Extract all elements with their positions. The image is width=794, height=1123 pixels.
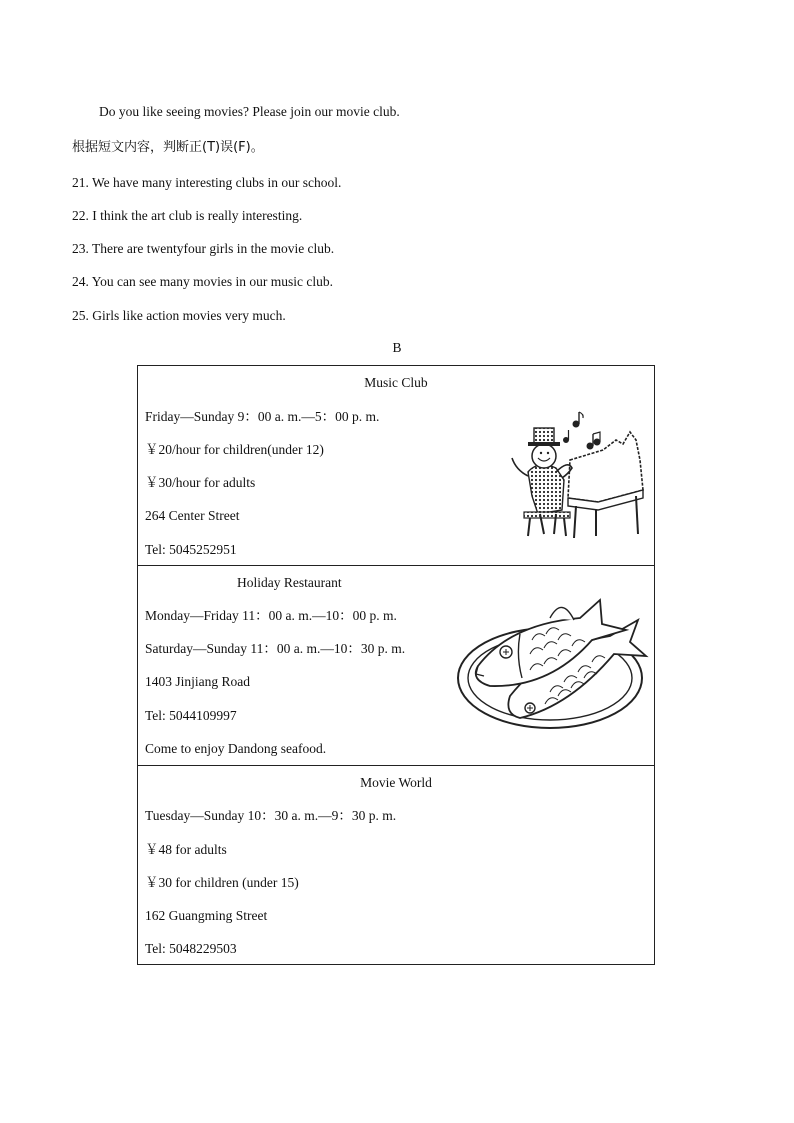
restaurant-weekday-hours: Monday—Friday 11：00 a. m.—10：00 p. m. xyxy=(145,608,397,623)
music-club-adult-price: ￥30/hour for adults xyxy=(145,475,256,490)
movie-world-title: Movie World xyxy=(360,775,432,790)
movie-world-hours: Tuesday—Sunday 10：30 a. m.—9：30 p. m. xyxy=(145,808,397,823)
movie-world-address: 162 Guangming Street xyxy=(145,908,268,923)
piano-player-illustration xyxy=(498,410,648,542)
holiday-restaurant-title: Holiday Restaurant xyxy=(237,575,342,590)
instruction-text: 根据短文内容，判断正(T)误(F)。 xyxy=(72,140,264,155)
holiday-restaurant-cell xyxy=(138,566,654,766)
fish-plate-illustration xyxy=(450,596,650,742)
music-club-child-price: ￥20/hour for children(under 12) xyxy=(145,442,324,457)
restaurant-promo: Come to enjoy Dandong seafood. xyxy=(145,741,327,756)
music-club-address: 264 Center Street xyxy=(145,508,240,523)
restaurant-tel: Tel: 5044109997 xyxy=(145,708,237,723)
question-21: 21. We have many interesting clubs in our school. xyxy=(72,175,342,190)
question-23: 23. There are twentyfour girls in the movie club. xyxy=(72,241,335,256)
intro-text: Do you like seeing movies? Please join our movie club. xyxy=(99,104,400,119)
info-table xyxy=(137,365,655,965)
question-24: 24. You can see many movies in our music club. xyxy=(72,274,333,289)
question-25: 25. Girls like action movies very much. xyxy=(72,308,286,323)
music-club-cell xyxy=(138,366,654,566)
restaurant-weekend-hours: Saturday—Sunday 11：00 a. m.—10：30 p. m. xyxy=(145,641,406,656)
movie-world-cell xyxy=(138,766,654,964)
restaurant-address: 1403 Jinjiang Road xyxy=(145,674,250,689)
movie-world-tel: Tel: 5048229503 xyxy=(145,941,237,956)
music-club-tel: Tel: 5045252951 xyxy=(145,542,237,557)
question-22: 22. I think the art club is really interesting. xyxy=(72,208,303,223)
section-label: B xyxy=(392,340,402,355)
music-club-title: Music Club xyxy=(364,375,428,390)
movie-world-adult-price: ￥48 for adults xyxy=(145,842,227,857)
movie-world-child-price: ￥30 for children (under 15) xyxy=(145,875,299,890)
music-club-hours: Friday—Sunday 9：00 a. m.—5：00 p. m. xyxy=(145,409,380,424)
